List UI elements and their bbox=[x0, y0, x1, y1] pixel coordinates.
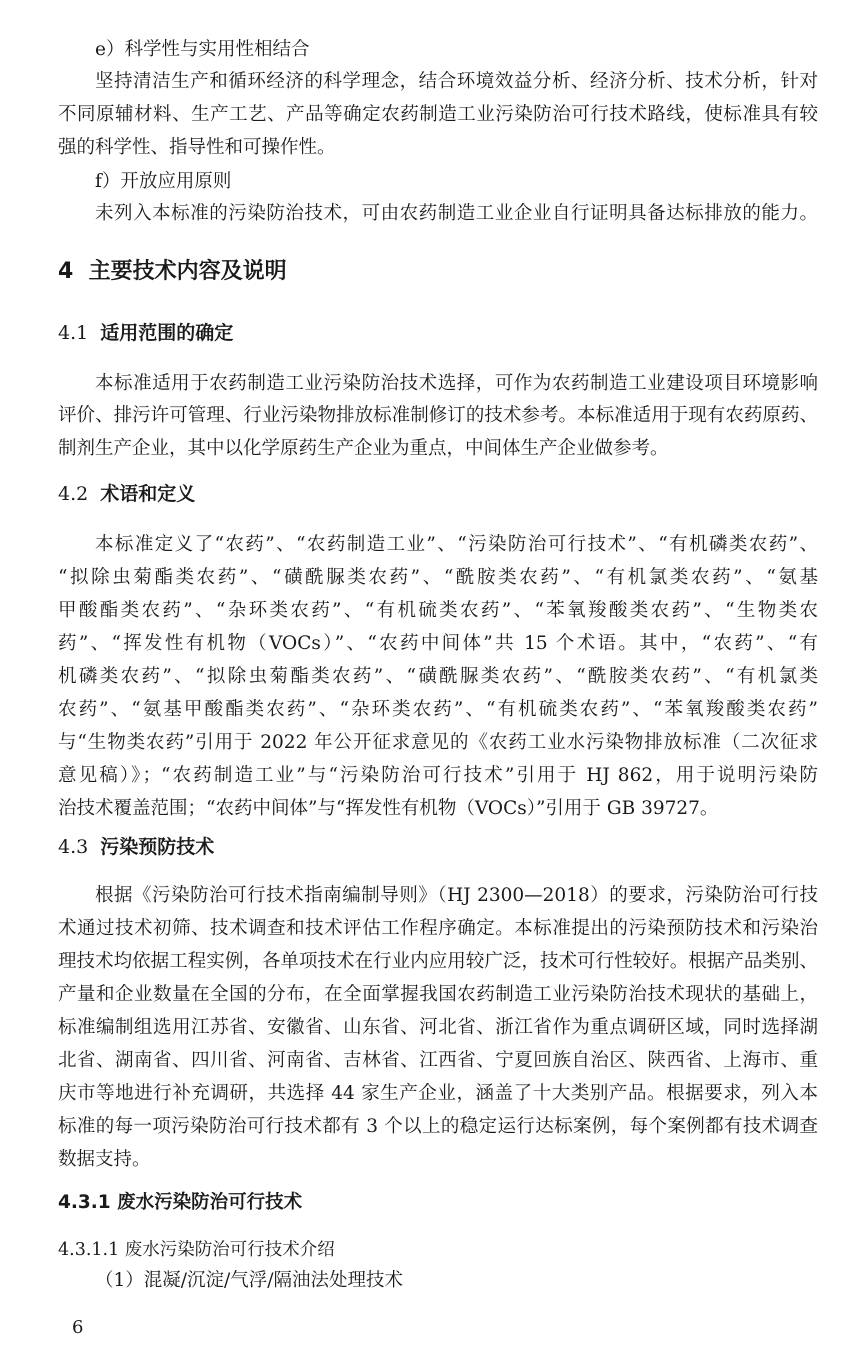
paragraph-line: 术通过技术初筛、技术调查和技术评估工作程序确定。本标准提出的污染预防技术和污染治 bbox=[58, 918, 818, 939]
section-4-2-heading bbox=[58, 481, 195, 507]
paragraph-line: 机磷类农药”、“拟除虫菊酯类农药”、“磺酰脲类农药”、“酰胺类农药”、“有机氯类 bbox=[58, 666, 818, 687]
item-1-heading: （1）混凝/沉淀/气浮/隔油法处理技术 bbox=[95, 1270, 403, 1291]
paragraph-line: 与“生物类农药”引用于 2022 年公开征求意见的《农药工业水污染物排放标准（二次征求 bbox=[58, 732, 818, 753]
section-4-1-heading bbox=[58, 320, 233, 346]
paragraph-line: 药”、“挥发性有机物（VOCs）”、“农药中间体”共 15 个术语。其中，“农药”、“有 bbox=[58, 633, 818, 654]
paragraph-line: 治技术覆盖范围；“农药中间体”与“挥发性有机物（VOCs）”引用于 GB 39727。 bbox=[58, 798, 719, 819]
paragraph-line: 强的科学性、指导性和可操作性。 bbox=[58, 137, 336, 158]
paragraph-line: 坚持清洁生产和循环经济的科学理念，结合环境效益分析、经济分析、技术分析，针对 bbox=[95, 71, 818, 92]
section-4-heading bbox=[58, 258, 287, 286]
paragraph-line: 标准编制组选用江苏省、安徽省、山东省、河北省、浙江省作为重点调研区域，同时选择湖 bbox=[58, 1017, 818, 1038]
paragraph-line: 标准的每一项污染防治可行技术都有 3 个以上的稳定运行达标案例，每个案例都有技术调查 bbox=[58, 1116, 818, 1137]
paragraph-line: 制剂生产企业，其中以化学原药生产企业为重点，中间体生产企业做参考。 bbox=[58, 438, 669, 459]
paragraph-line: 产量和企业数量在全国的分布，在全面掌握我国农药制造工业污染防治技术现状的基础上， bbox=[58, 984, 818, 1005]
paragraph-line: 北省、湖南省、四川省、河南省、吉林省、江西省、宁夏回族自治区、陕西省、上海市、重 bbox=[58, 1050, 818, 1071]
paragraph-line: 意见稿）》；“农药制造工业”与“污染防治可行技术”引用于 HJ 862，用于说明污染防 bbox=[58, 765, 818, 786]
paragraph-line: 本标准定义了“农药”、“农药制造工业”、“污染防治可行技术”、“有机磷类农药”、 bbox=[95, 534, 818, 555]
section-title: 术语和定义 bbox=[100, 483, 196, 505]
paragraph-line: 本标准适用于农药制造工业污染防治技术选择，可作为农药制造工业建设项目环境影响 bbox=[95, 373, 818, 394]
section-title: 废水污染防治可行技术 bbox=[117, 1192, 303, 1213]
paragraph-line: 甲酸酯类农药”、“杂环类农药”、“有机硫类农药”、“苯氧羧酸类农药”、“生物类农 bbox=[58, 600, 818, 621]
paragraph-line: 未列入本标准的污染防治技术，可由农药制造工业企业自行证明具备达标排放的能力。 bbox=[95, 203, 818, 224]
section-title: 主要技术内容及说明 bbox=[88, 259, 287, 284]
section-number: 4.3.1 bbox=[58, 1192, 111, 1213]
section-title: 适用范围的确定 bbox=[100, 322, 234, 344]
paragraph-line: 农药”、“氨基甲酸酯类农药”、“杂环类农药”、“有机硫类农药”、“苯氧羧酸类农药” bbox=[58, 699, 818, 720]
principle-f-heading: f）开放应用原则 bbox=[95, 171, 232, 192]
paragraph-line: 理技术均依据工程实例，各单项技术在行业内应用较广泛，技术可行性较好。根据产品类别、 bbox=[58, 951, 818, 972]
section-4-3-1-heading bbox=[58, 1190, 302, 1216]
section-4-3-heading bbox=[58, 834, 214, 860]
paragraph-line: 数据支持。 bbox=[58, 1149, 151, 1170]
section-4-3-1-1-heading: 4.3.1.1 废水污染防治可行技术介绍 bbox=[58, 1240, 335, 1260]
section-number: 4.1 bbox=[58, 322, 89, 344]
paragraph-line: 根据《污染防治可行技术指南编制导则》（HJ 2300—2018）的要求，污染防治可行技 bbox=[95, 885, 818, 906]
paragraph-line: 不同原辅材料、生产工艺、产品等确定农药制造工业污染防治可行技术路线，使标准具有较 bbox=[58, 104, 818, 125]
paragraph-line: 庆市等地进行补充调研，共选择 44 家生产企业，涵盖了十大类别产品。根据要求，列入本 bbox=[58, 1083, 818, 1104]
principle-e-heading: e）科学性与实用性相结合 bbox=[95, 39, 310, 60]
paragraph-line: 评价、排污许可管理、行业污染物排放标准制修订的技术参考。本标准适用于现有农药原药、 bbox=[58, 405, 818, 426]
section-number: 4.2 bbox=[58, 483, 89, 505]
section-title: 污染预防技术 bbox=[100, 836, 215, 858]
section-number: 4 bbox=[58, 259, 74, 284]
section-number: 4.3 bbox=[58, 836, 89, 858]
page-number: 6 bbox=[72, 1317, 84, 1338]
paragraph-line: “拟除虫菊酯类农药”、“磺酰脲类农药”、“酰胺类农药”、“有机氯类农药”、“氨基 bbox=[58, 567, 818, 588]
